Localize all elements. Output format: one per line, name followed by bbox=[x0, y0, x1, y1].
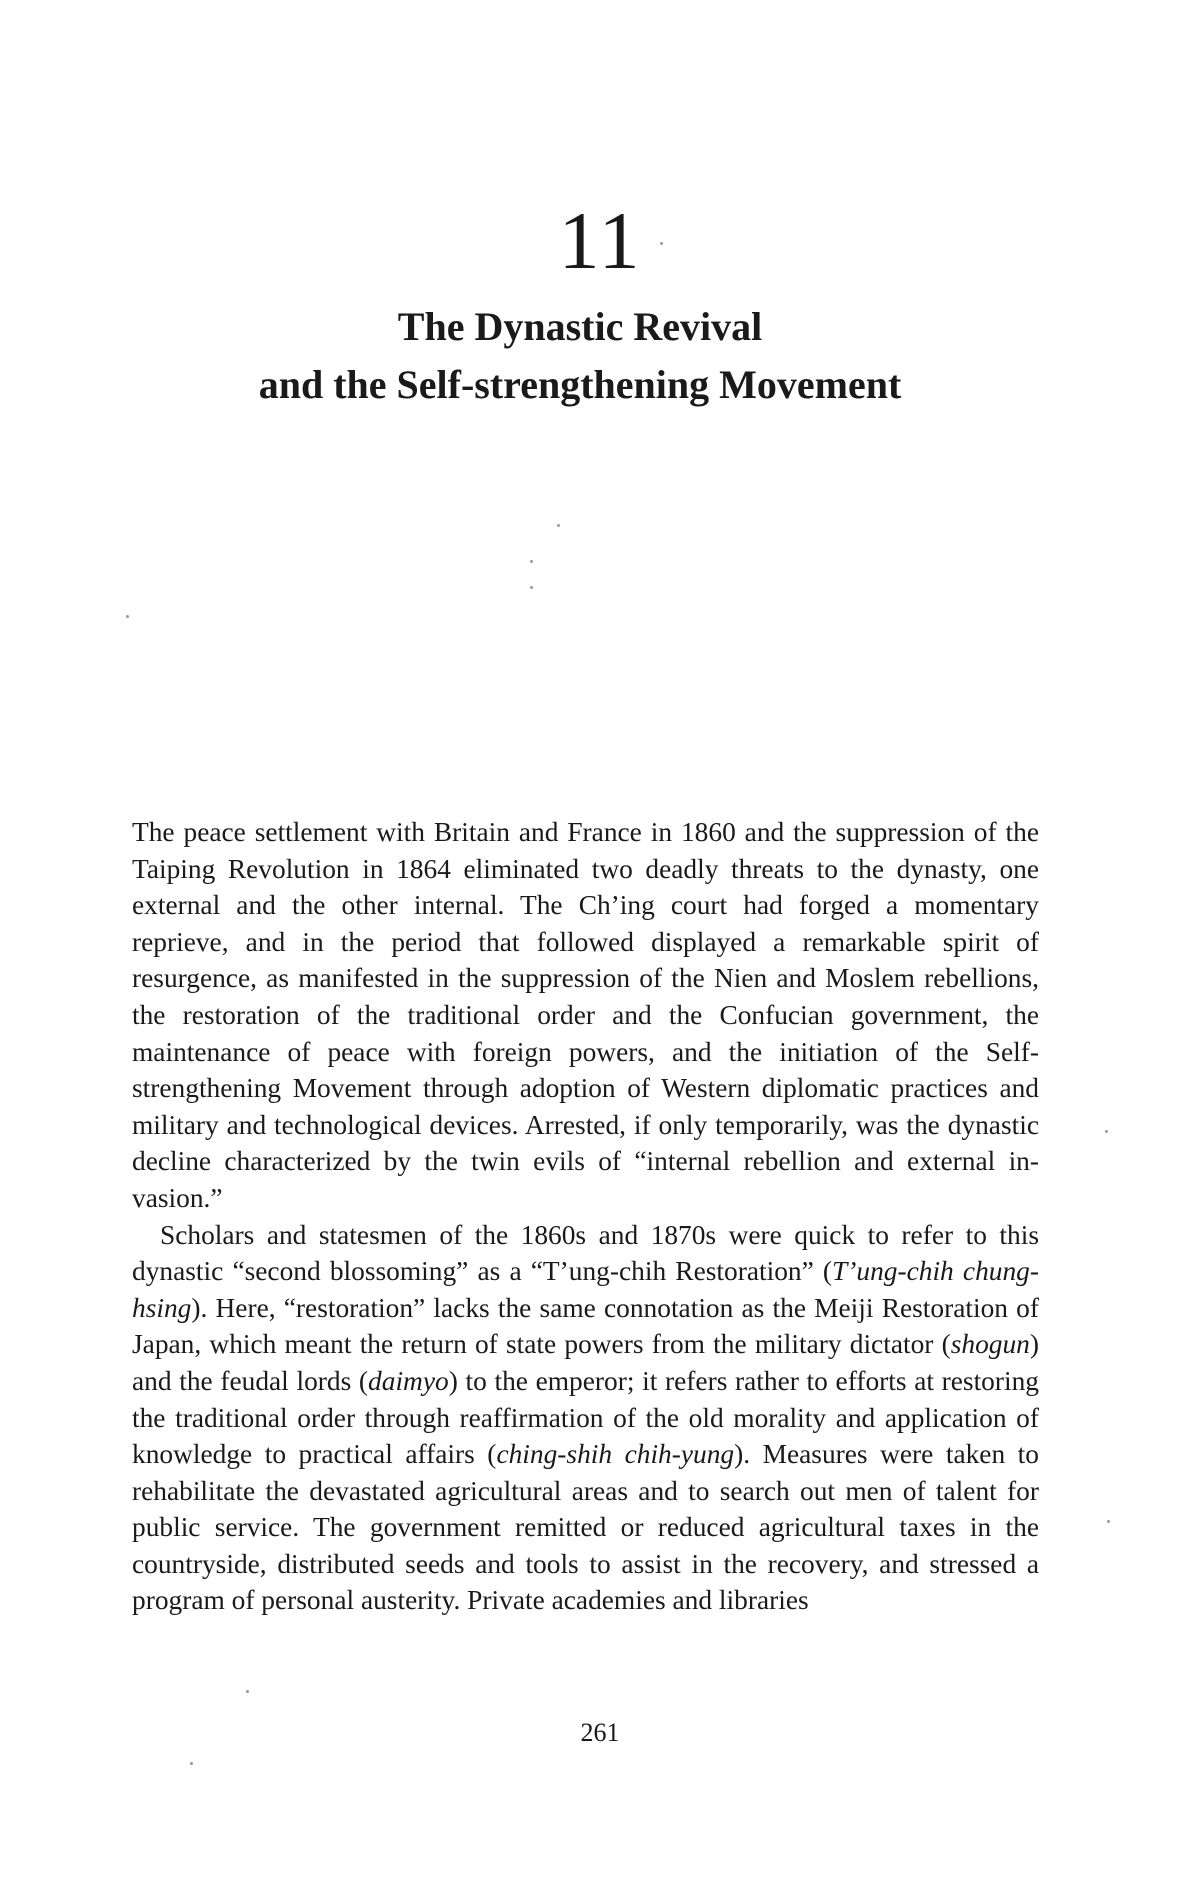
italic-term: T’ung-chih chung-hsing bbox=[132, 1256, 1039, 1323]
paragraph-2-text: ) to the emperor; it refers rather to efforts at restoring the traditional order through reaffirmation of the old morality and application of knowledge to practical affairs ( bbox=[132, 1365, 1040, 1470]
chapter-title-line-1: The Dynastic Revival bbox=[397, 304, 763, 349]
body-text bbox=[132, 814, 1039, 1619]
italic-term: daimyo bbox=[368, 1365, 449, 1396]
paragraph-2-text: ) and the feudal lords ( bbox=[132, 1329, 1039, 1396]
paragraph-2-text: Scholars and statesmen of the 1860s and 1870s were quick to refer to this dynastic “second blossoming” as a “T’ung-chih Restoration” ( bbox=[132, 1219, 1039, 1287]
scan-speck bbox=[530, 560, 533, 563]
chapter-title bbox=[0, 298, 1160, 414]
italic-term: ching-shih chih-yung bbox=[496, 1439, 735, 1470]
page-number: 261 bbox=[580, 1718, 620, 1747]
scan-speck bbox=[530, 586, 533, 589]
paragraph-2 bbox=[132, 1217, 1039, 1620]
scan-speck bbox=[126, 615, 129, 618]
scan-speck bbox=[1105, 1130, 1108, 1133]
chapter-number: 11 bbox=[558, 195, 642, 286]
scan-speck bbox=[557, 524, 560, 527]
scan-speck bbox=[246, 1690, 249, 1693]
paragraph-2-text: ). Measures were taken to rehabilitate the devastated agricultural areas and to search out men of talent for public service. The government remitted or reduced agricultural taxes in the countryside, distributed seeds and tools to assist in the recovery, and stressed a program of personal austerity. Private academies and libraries bbox=[132, 1439, 1039, 1616]
scan-speck bbox=[1107, 1520, 1110, 1523]
scan-speck bbox=[660, 242, 663, 245]
italic-term: shogun bbox=[950, 1329, 1030, 1360]
scan-speck bbox=[190, 1762, 193, 1765]
paragraph-2-text: ). Here, “restoration” lacks the same connotation as the Meiji Restoration of Japan, which meant the return of state powers from the military dictator ( bbox=[132, 1292, 1039, 1360]
chapter-title-line-2: and the Self-strengthening Movement bbox=[258, 362, 902, 407]
paragraph-1: The peace settlement with Britain and France in 1860 and the suppression of the Taiping Revolution in 1864 eliminated two deadly threats to the dynasty, one external and the other internal. The Ch’ing court had forged a momentary reprieve, and in the period that followed displayed a remarkable spirit of resurgence, as manifested in the suppression of the Nien and Moslem rebellions, the restoration of the traditional order and the Confucian government, the maintenance of peace with foreign powers, and the initiation of the Self-strengthening Movement through adoption of Western diplomatic practices and military and technological devices. Arrested, if only temporarily, was the dynastic decline characterized by the twin evils of “internal rebellion and external invasion.” bbox=[132, 817, 1039, 1213]
